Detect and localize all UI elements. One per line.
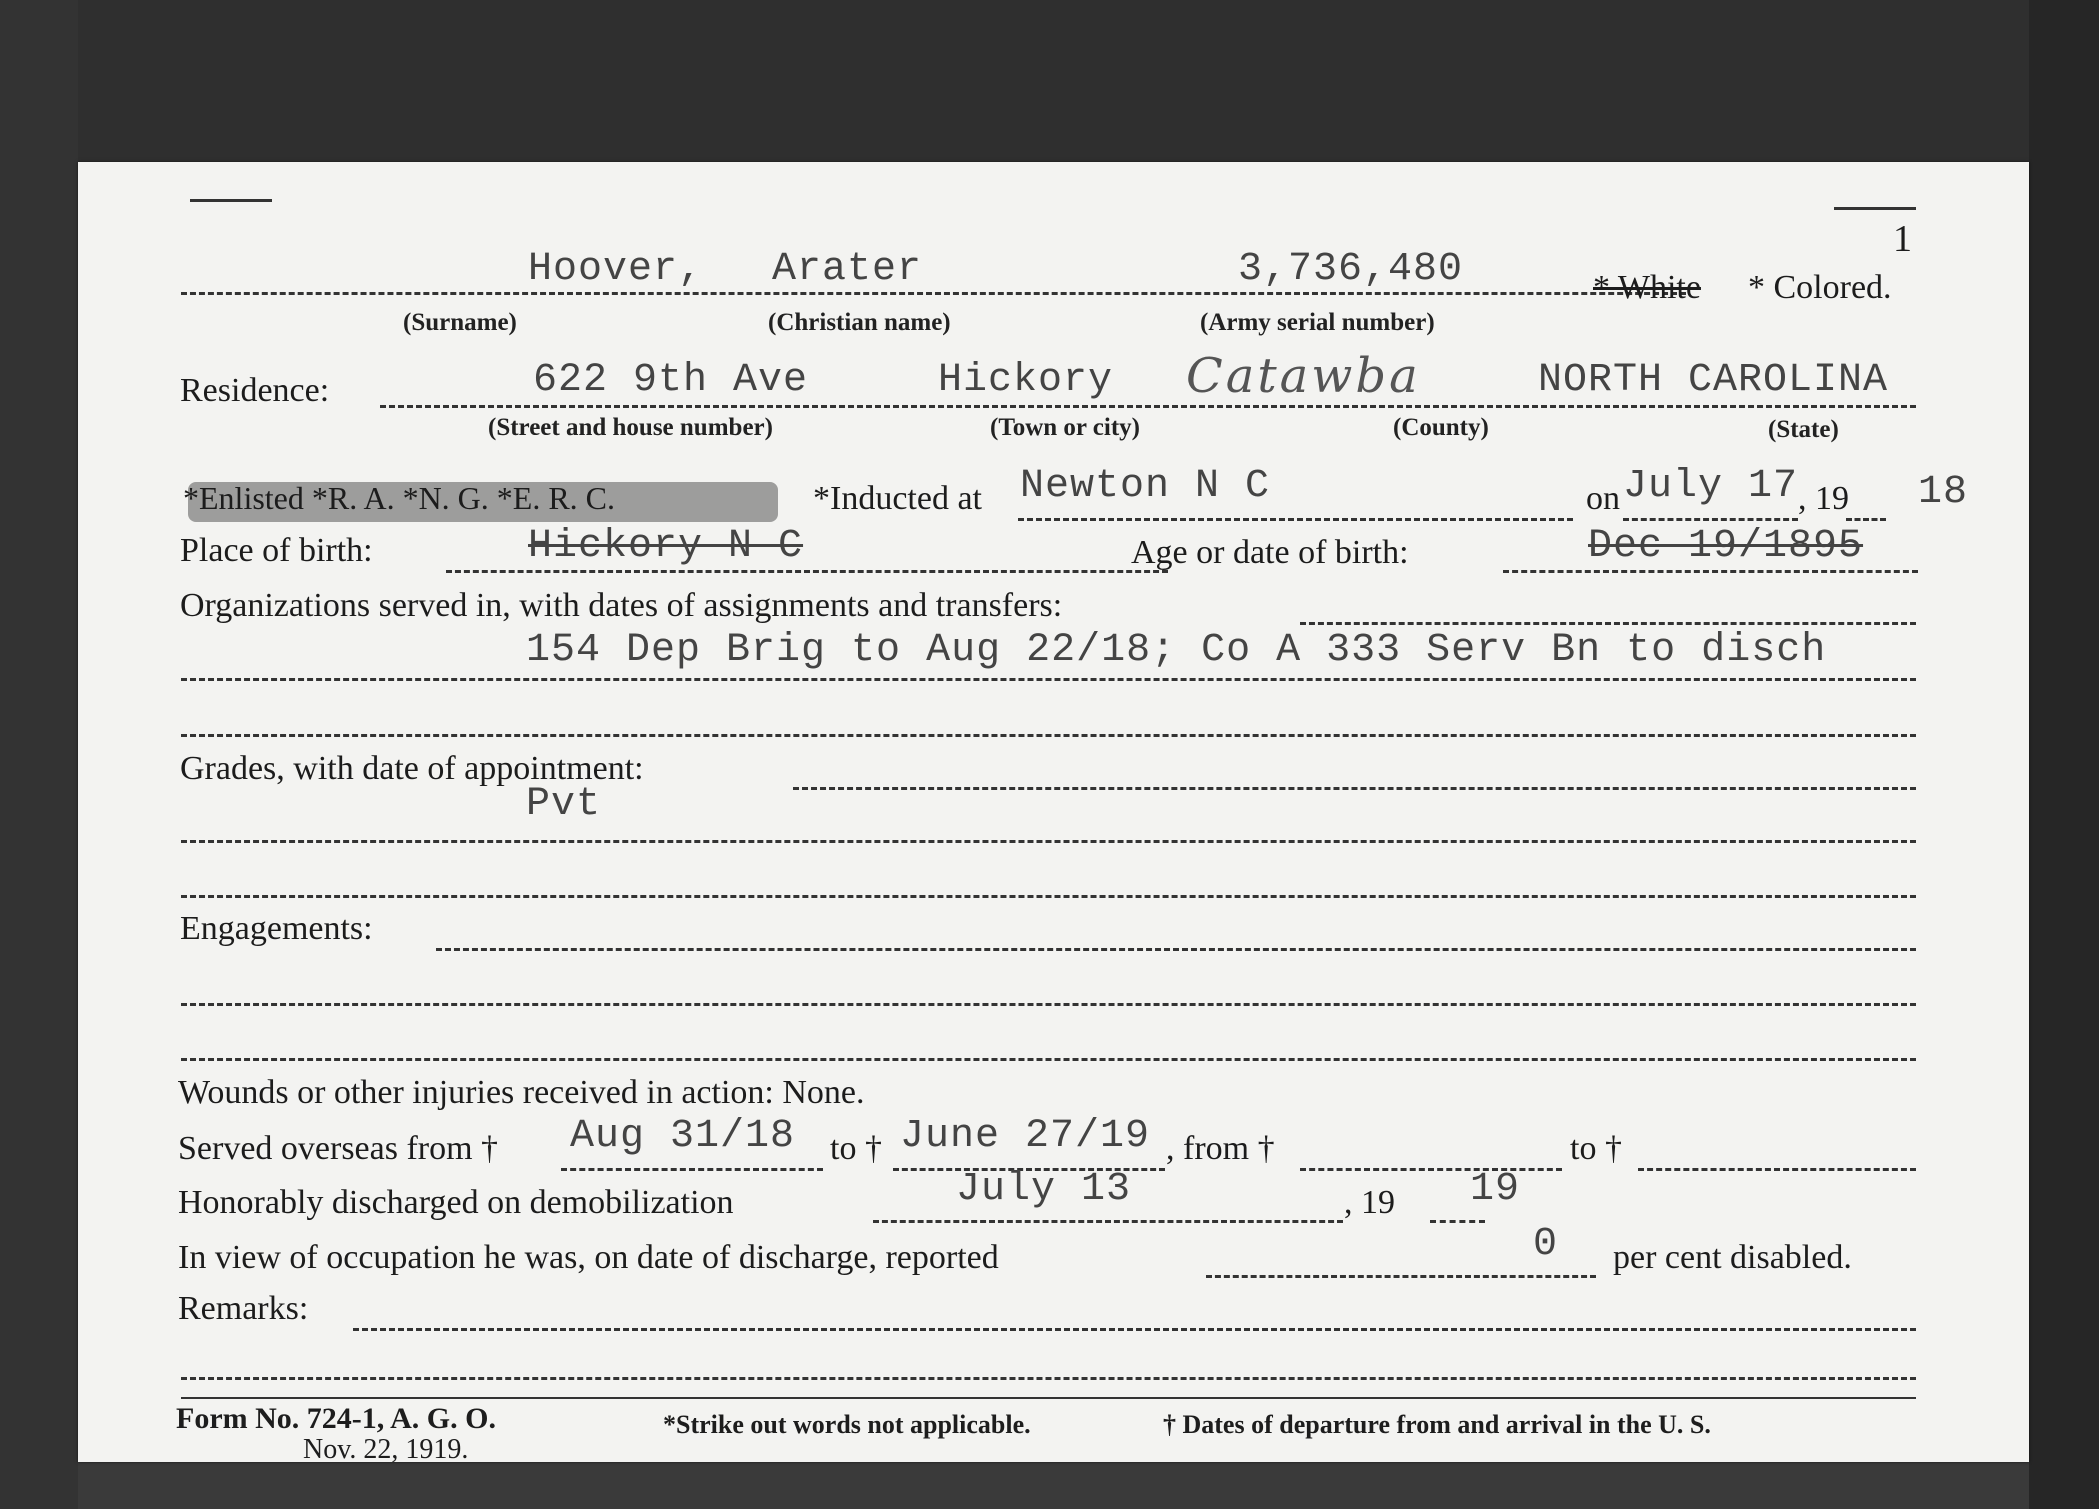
inducted-year-value: 18 xyxy=(1918,470,1969,515)
footnote-strike: *Strike out words not applicable. xyxy=(663,1410,1031,1439)
wounds-label: Wounds or other injuries received in action: None. xyxy=(178,1074,865,1111)
footer-rule xyxy=(181,1397,1916,1399)
disability-line xyxy=(1206,1275,1596,1278)
on-label: on xyxy=(1586,480,1620,517)
town-value: Hickory xyxy=(938,358,1114,403)
grade-value: Pvt xyxy=(526,782,602,827)
inducted-year-line xyxy=(1846,518,1886,521)
birth-date-line xyxy=(1503,570,1918,573)
discharge-date-value: July 13 xyxy=(956,1167,1132,1212)
white-option: * White xyxy=(1593,269,1701,306)
age-label: Age or date of birth: xyxy=(1131,534,1409,571)
disability-suffix: per cent disabled. xyxy=(1613,1239,1852,1276)
birthplace-label: Place of birth: xyxy=(180,532,373,569)
scan-background-top xyxy=(0,0,2099,165)
street-value: 622 9th Ave xyxy=(533,358,809,403)
state-value: NORTH CAROLINA xyxy=(1538,358,1889,403)
overseas-to-line-2 xyxy=(1638,1168,1916,1171)
engagements-label: Engagements: xyxy=(180,910,373,947)
organizations-label: Organizations served in, with dates of assignments and transfers: xyxy=(180,587,1063,624)
top-right-rule xyxy=(1834,207,1916,210)
inducted-place-value: Newton N C xyxy=(1020,464,1271,509)
christian-name-value: Arater xyxy=(772,247,923,292)
inducted-year-prefix: , 19 xyxy=(1798,480,1849,517)
birthplace-value: Hickory N C xyxy=(528,524,804,569)
serial-number-value: 3,736,480 xyxy=(1238,247,1464,292)
inducted-date-value: July 17 xyxy=(1623,464,1799,509)
overseas-from-label-2: , from † xyxy=(1166,1130,1275,1167)
scan-background-left xyxy=(0,0,78,1509)
surname-caption: (Surname) xyxy=(403,309,517,336)
discharge-label: Honorably discharged on demobilization xyxy=(178,1184,734,1221)
street-caption: (Street and house number) xyxy=(488,414,773,441)
organizations-line-3 xyxy=(181,734,1916,737)
colored-option: * Colored. xyxy=(1748,269,1892,306)
residence-line xyxy=(380,405,1916,408)
grades-line-2 xyxy=(181,840,1916,843)
state-caption: (State) xyxy=(1768,416,1839,443)
overseas-to-value: June 27/19 xyxy=(900,1114,1151,1159)
grades-line-3 xyxy=(181,895,1916,898)
town-caption: (Town or city) xyxy=(990,414,1140,441)
county-value: Catawba xyxy=(1186,348,1421,404)
engagements-line-1 xyxy=(436,948,1916,951)
birthplace-line xyxy=(446,570,1168,573)
grades-line-1 xyxy=(793,787,1916,790)
organizations-line-1 xyxy=(1300,622,1916,625)
discharge-year-value: 19 xyxy=(1470,1167,1521,1212)
remarks-label: Remarks: xyxy=(178,1290,309,1327)
card-number: 1 xyxy=(1893,218,1912,260)
christian-name-caption: (Christian name) xyxy=(768,309,951,336)
overseas-label: Served overseas from † xyxy=(178,1130,499,1167)
scan-background-right xyxy=(2029,0,2099,1509)
residence-label: Residence: xyxy=(180,372,330,409)
organizations-value: 154 Dep Brig to Aug 22/18; Co A 333 Serv Bn to disch xyxy=(526,628,1827,673)
overseas-from-value: Aug 31/18 xyxy=(570,1114,796,1159)
disability-value: 0 xyxy=(1533,1222,1559,1267)
organizations-line-2 xyxy=(181,678,1916,681)
overseas-to-label-2: to † xyxy=(1570,1130,1622,1167)
overseas-to-label: to † xyxy=(830,1130,882,1167)
discharge-date-line xyxy=(873,1220,1343,1223)
serial-number-caption: (Army serial number) xyxy=(1200,309,1435,336)
service-record-card xyxy=(78,162,2029,1465)
grades-label: Grades, with date of appointment: xyxy=(180,750,644,787)
discharge-year-prefix: , 19 xyxy=(1344,1184,1395,1221)
name-line xyxy=(181,292,1686,295)
overseas-from-line xyxy=(561,1168,823,1171)
discharge-year-line xyxy=(1430,1220,1485,1223)
enlisted-options: *Enlisted *R. A. *N. G. *E. R. C. xyxy=(183,480,616,516)
inducted-date-line xyxy=(1623,518,1798,521)
form-date: Nov. 22, 1919. xyxy=(303,1434,469,1465)
county-caption: (County) xyxy=(1393,414,1489,441)
top-left-rule xyxy=(190,199,272,202)
inducted-label: *Inducted at xyxy=(813,480,982,517)
inducted-place-line xyxy=(1018,518,1573,521)
engagements-line-3 xyxy=(181,1058,1916,1061)
surname-value: Hoover, xyxy=(528,247,704,292)
overseas-from-line-2 xyxy=(1300,1168,1562,1171)
remarks-line-1 xyxy=(353,1328,1916,1331)
form-number: Form No. 724-1, A. G. O. xyxy=(176,1402,496,1435)
engagements-line-2 xyxy=(181,1003,1916,1006)
birth-date-value: Dec 19/1895 xyxy=(1588,524,1864,569)
footnote-dates: † Dates of departure from and arrival in the U. S. xyxy=(1163,1410,1711,1439)
remarks-line-2 xyxy=(181,1377,1916,1380)
disability-label: In view of occupation he was, on date of discharge, reported xyxy=(178,1239,999,1276)
